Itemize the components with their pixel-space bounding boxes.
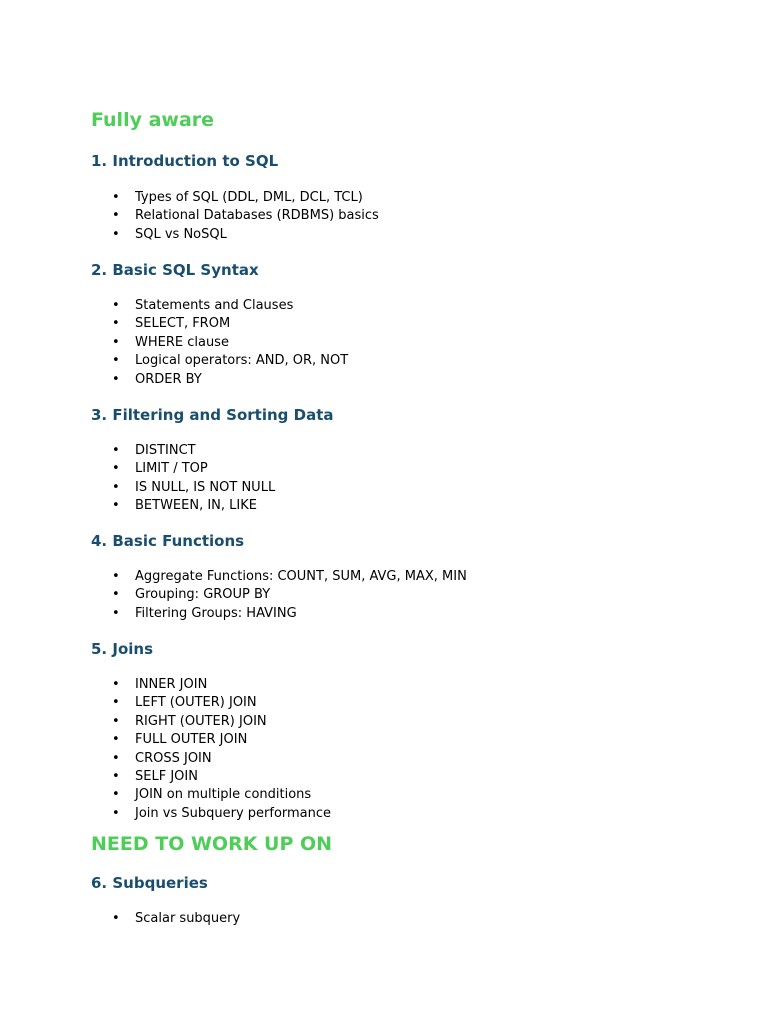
list-item: • RIGHT (OUTER) JOIN (91, 713, 331, 731)
section-title-subqueries: 6. Subqueries (91, 874, 208, 892)
list-item: • SELECT, FROM (91, 315, 348, 333)
bullet-icon: • (112, 443, 120, 458)
list-item: • SELF JOIN (91, 768, 331, 786)
section-title-basic-syntax: 2. Basic SQL Syntax (91, 261, 259, 279)
list-item: • Filtering Groups: HAVING (91, 605, 467, 623)
section-list-introduction (91, 189, 379, 244)
section-title-filtering-sorting: 3. Filtering and Sorting Data (91, 406, 334, 424)
heading-need-to-work-up-on: NEED TO WORK UP ON (91, 833, 333, 855)
list-item: • WHERE clause (91, 334, 348, 352)
heading-fully-aware: Fully aware (91, 109, 215, 131)
bullet-icon: • (112, 713, 120, 729)
bullet-icon: • (112, 677, 120, 692)
bullet-icon: • (112, 732, 120, 748)
bullet-icon: • (112, 190, 120, 205)
bullet-icon: • (112, 498, 120, 514)
list-item: • IS NULL, IS NOT NULL (91, 479, 275, 497)
bullet-icon: • (112, 353, 120, 369)
bullet-icon: • (112, 479, 120, 495)
section-title-joins: 5. Joins (91, 640, 153, 658)
bullet-icon: • (112, 750, 120, 766)
list-item: • Aggregate Functions: COUNT, SUM, AVG, MAX, MIN (91, 568, 467, 586)
bullet-icon: • (112, 805, 120, 821)
list-item: • LEFT (OUTER) JOIN (91, 694, 331, 712)
bullet-icon: • (112, 587, 120, 603)
section-title-basic-functions: 4. Basic Functions (91, 532, 245, 550)
section-title-introduction: 1. Introduction to SQL (91, 152, 279, 170)
list-item: • Grouping: GROUP BY (91, 586, 467, 604)
bullet-icon: • (112, 334, 120, 350)
list-item: • SQL vs NoSQL (91, 226, 379, 244)
bullet-icon: • (112, 605, 120, 621)
bullet-icon: • (112, 569, 120, 584)
section-list-basic-syntax (91, 297, 348, 389)
list-item: • ORDER BY (91, 371, 348, 389)
bullet-icon: • (112, 226, 120, 242)
bullet-icon: • (112, 461, 120, 477)
list-item: • Relational Databases (RDBMS) basics (91, 207, 379, 225)
bullet-icon: • (112, 371, 120, 387)
list-item: • FULL OUTER JOIN (91, 731, 331, 749)
section-list-filtering-sorting (91, 442, 275, 516)
list-item: • Statements and Clauses (91, 297, 348, 315)
bullet-icon: • (112, 298, 120, 313)
list-item: • Scalar subquery (91, 910, 240, 928)
list-item: • BETWEEN, IN, LIKE (91, 497, 275, 515)
list-item: • Types of SQL (DDL, DML, DCL, TCL) (91, 189, 379, 207)
list-item: • LIMIT / TOP (91, 460, 275, 478)
bullet-icon: • (112, 208, 120, 224)
list-item: • CROSS JOIN (91, 750, 331, 768)
bullet-icon: • (112, 695, 120, 711)
section-list-subqueries (91, 910, 240, 928)
list-item: • Logical operators: AND, OR, NOT (91, 352, 348, 370)
list-item: • INNER JOIN (91, 676, 331, 694)
bullet-icon: • (112, 787, 120, 803)
list-item: • JOIN on multiple conditions (91, 786, 331, 804)
list-item: • DISTINCT (91, 442, 275, 460)
section-list-joins (91, 676, 331, 823)
bullet-icon: • (112, 768, 120, 784)
bullet-icon: • (112, 911, 120, 926)
bullet-icon: • (112, 316, 120, 332)
list-item: • Join vs Subquery performance (91, 805, 331, 823)
section-list-basic-functions (91, 568, 467, 623)
